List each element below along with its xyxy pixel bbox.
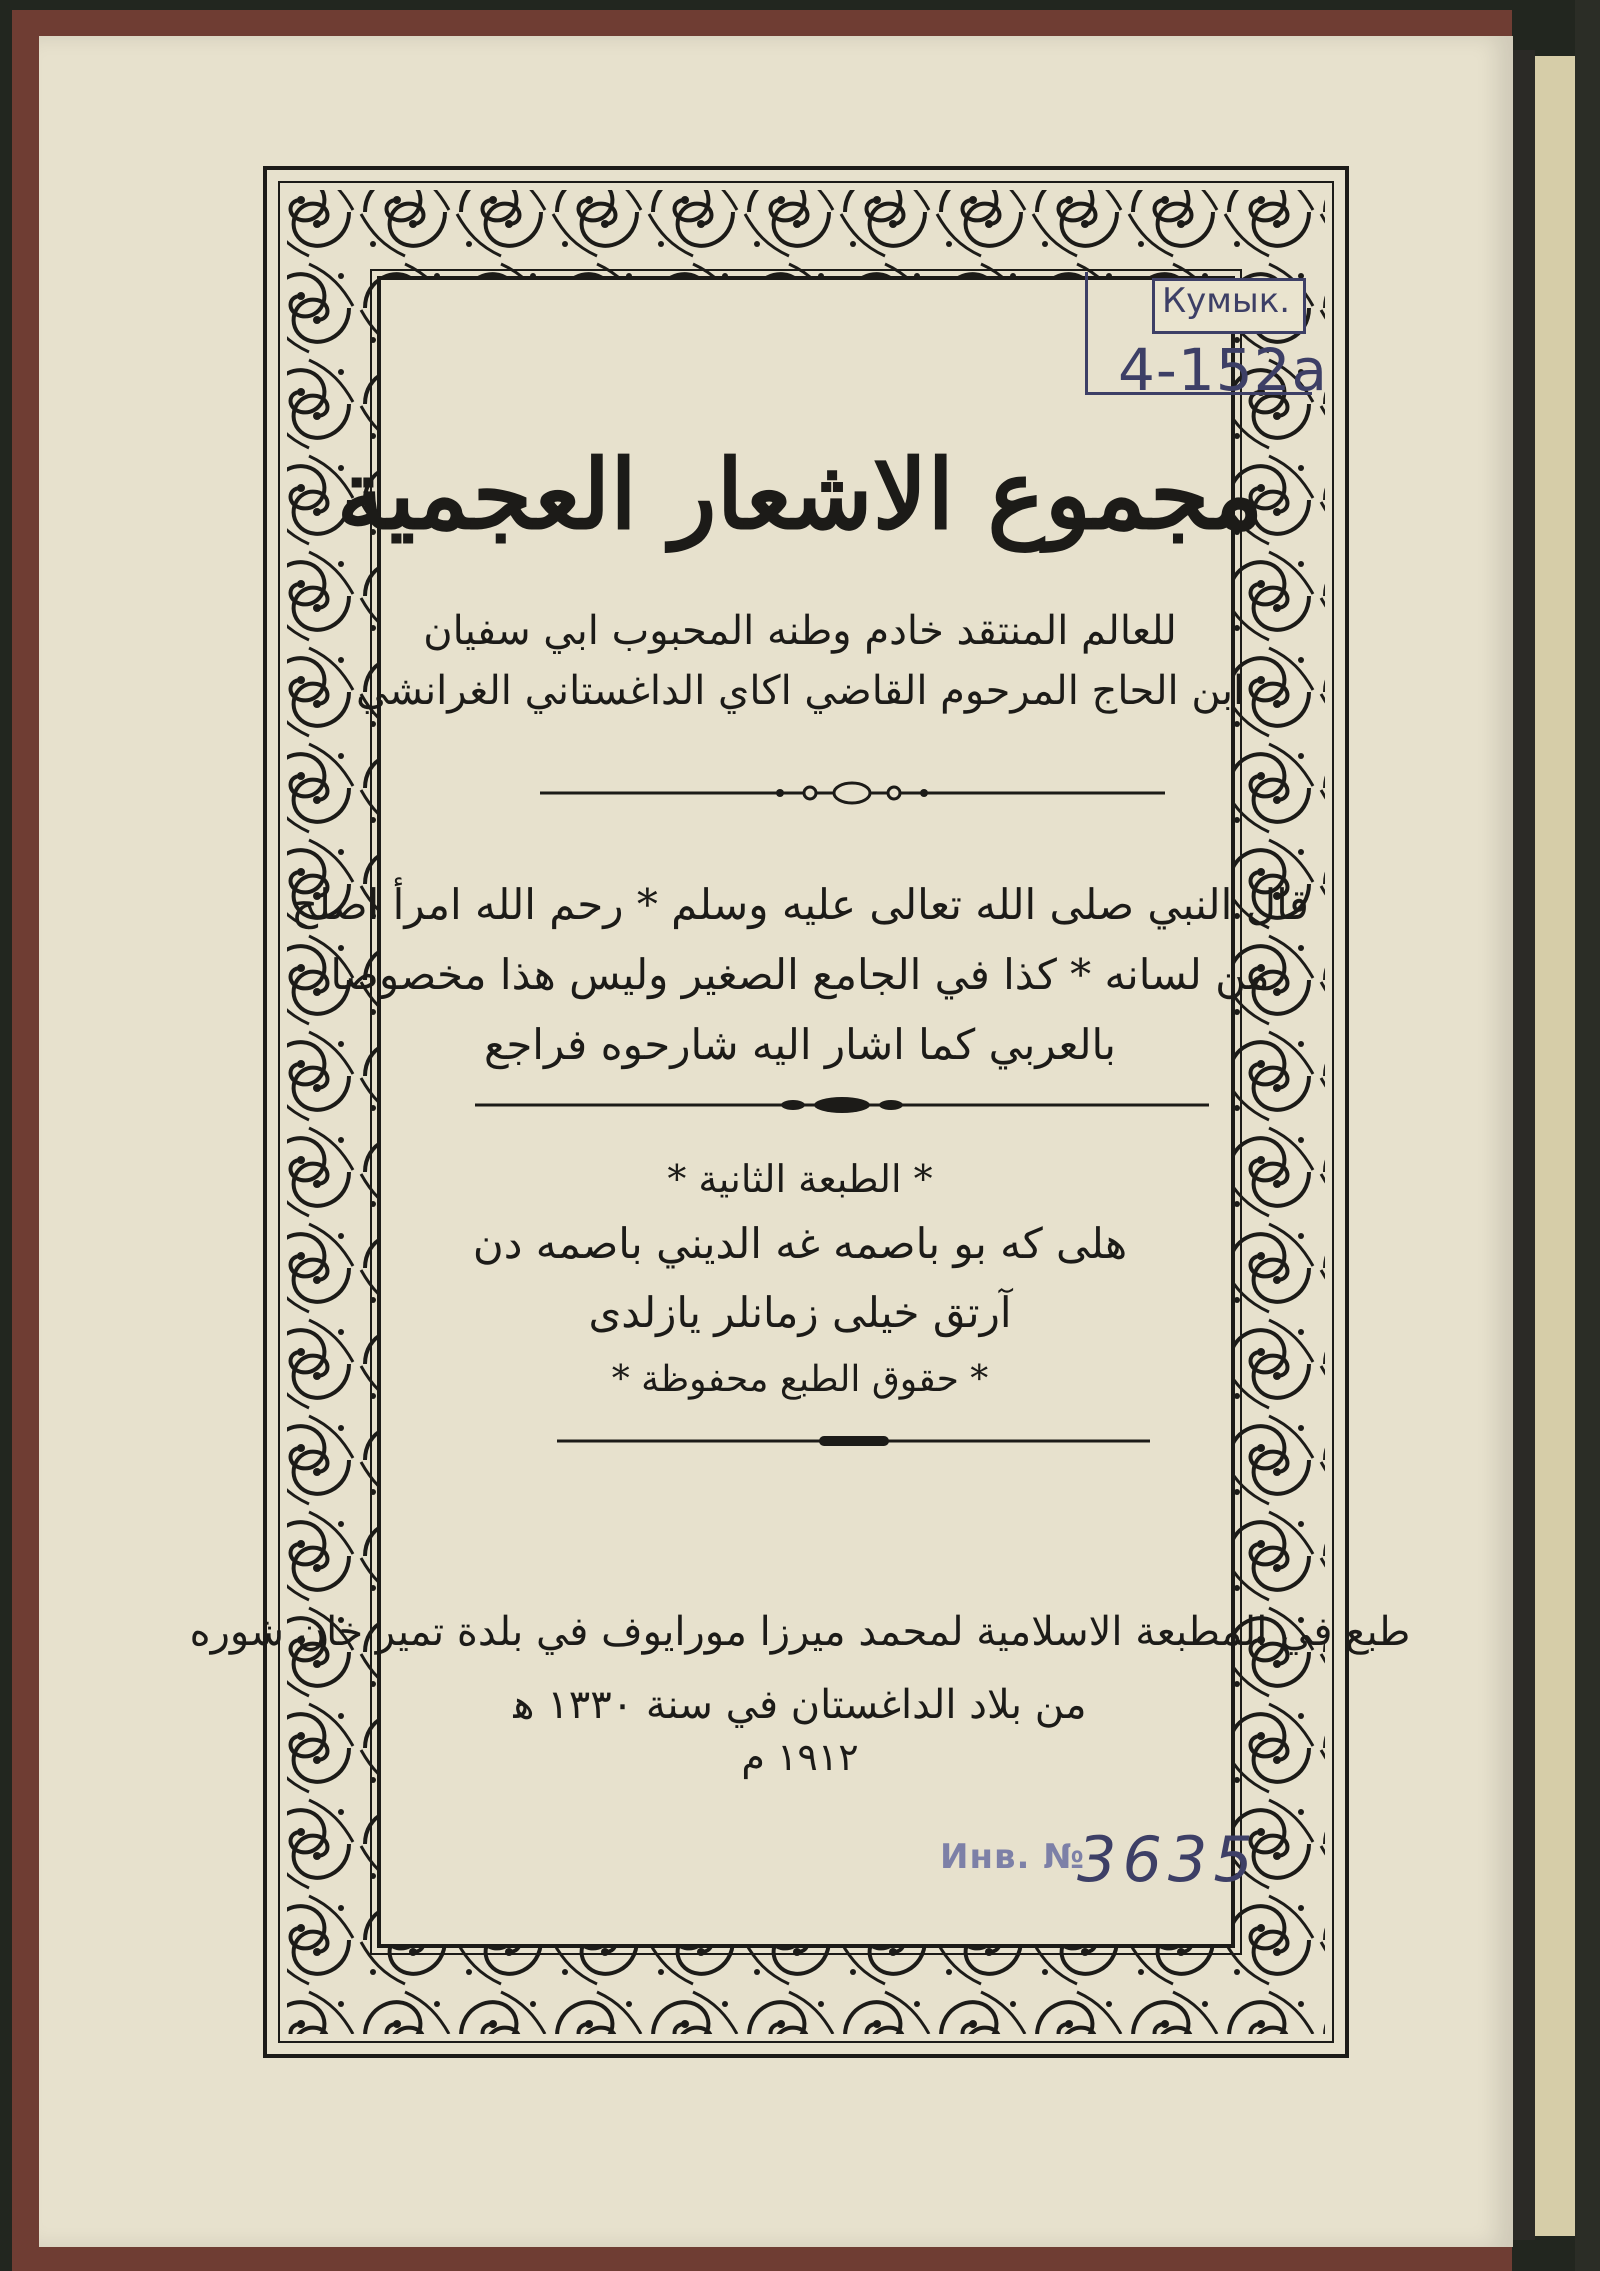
spine-edge <box>1575 0 1600 2271</box>
library-stamp-label: Кумык. <box>1161 281 1291 321</box>
binding-gutter <box>1513 50 1535 2240</box>
facing-page-edge <box>1535 56 1575 2236</box>
inventory-stamp-label: Инв. № <box>940 1837 1086 1877</box>
hadith-line-3: بالعربي كما اشار اليه شارحوه فراجع <box>483 1020 1116 1069</box>
place-date-line: من بلاد الداغستان في سنة ١٣٣٠ ﻫ <box>513 1682 1087 1728</box>
book-title: مجموع الاشعار العجمية <box>336 438 1264 551</box>
copyright-notice: * حقوق الطبع محفوظة * <box>611 1359 989 1400</box>
gregorian-year: ١٩١٢ م <box>741 1735 859 1779</box>
hadith-line-2: من لسانه * كذا في الجامع الصغير وليس هذا مخصوصا <box>330 950 1270 999</box>
inventory-number: 3635 <box>1077 1823 1259 1896</box>
ornamental-divider-1 <box>540 778 1165 808</box>
printer-line: طبع في المطبعة الاسلامية لمحمد ميرزا مورايوف في بلدة تمير خان شوره <box>189 1609 1411 1655</box>
ornamental-divider-2 <box>475 1090 1209 1120</box>
author-line-2: ابن الحاج المرحوم القاضي اكاي الداغستاني الغرانشي <box>355 668 1245 714</box>
shelfmark: 4-152а <box>1118 336 1329 404</box>
ornamental-divider-3 <box>557 1426 1150 1456</box>
verse-line-2: آرتق خيلى زمانلر يازلدى <box>588 1288 1012 1337</box>
verse-line-1: هلى كه بو باصمه غه الديني باصمه دن <box>472 1219 1128 1268</box>
hadith-line-1: قال النبي صلى الله تعالى عليه وسلم * رحم الله امرأ اصلح <box>290 880 1309 929</box>
edition-label: * الطبعة الثانية * <box>667 1157 933 1201</box>
author-line-1: للعالم المنتقد خادم وطنه المحبوب ابي سفيان <box>423 608 1177 654</box>
